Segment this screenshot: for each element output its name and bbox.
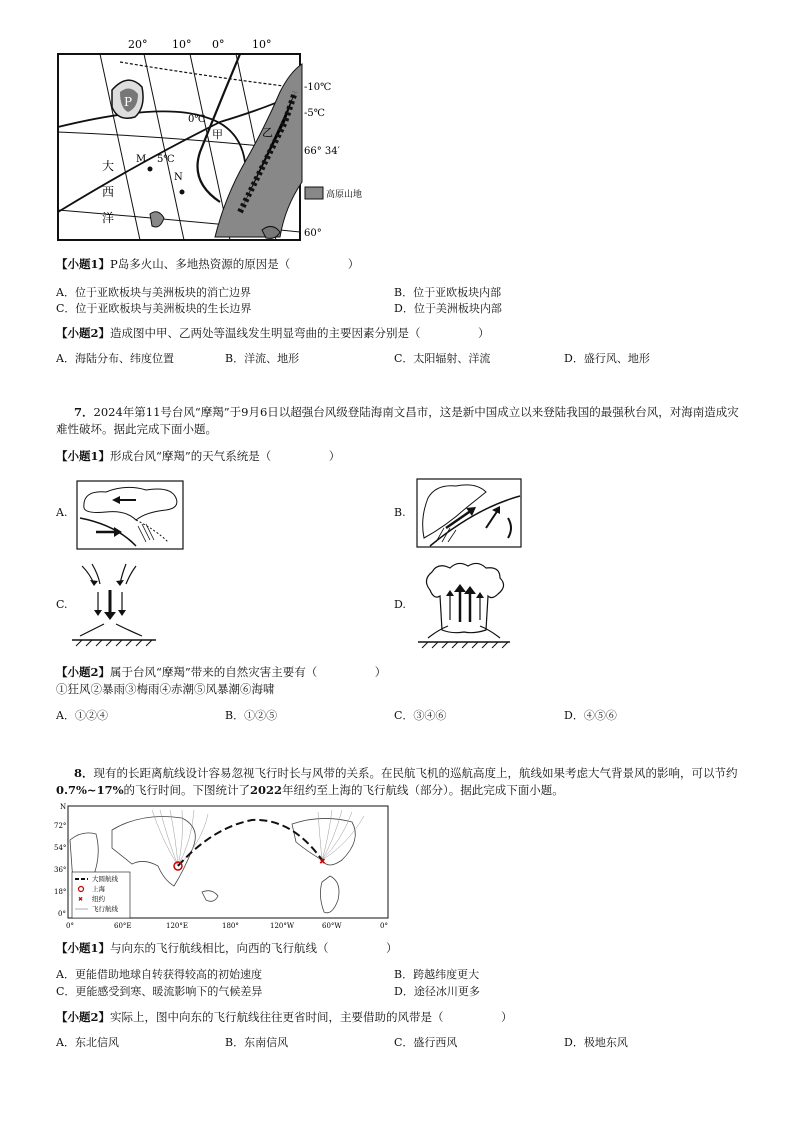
label-xi: 西 <box>102 185 115 199</box>
q6-sub1-stem: 【小题1】P岛多火山、多地热资源的原因是（ ） <box>56 257 360 271</box>
descending-air-diagram[interactable] <box>70 560 160 654</box>
flight-route-map-svg <box>52 800 397 932</box>
latitude-label: 60° <box>304 228 322 239</box>
q7-sub2-option-d[interactable]: D．④⑤⑥ <box>564 709 617 722</box>
legend-highland: 高原山地 <box>326 190 363 200</box>
q7-option-c-label[interactable]: C. <box>56 598 68 611</box>
q7-option-a-label[interactable]: A. <box>56 506 68 519</box>
y-label: 18° <box>54 888 67 896</box>
label-jia: 甲 <box>212 128 223 141</box>
legend-newyork: 纽约 <box>92 895 105 903</box>
q6-sub1-option-b[interactable]: B．位于亚欧板块内部 <box>394 286 502 299</box>
q8-sub1-stem: 【小题1】与向东的飞行航线相比，向西的飞行航线（ ） <box>56 941 398 955</box>
longitude-label: 10° <box>172 38 192 51</box>
q6-sub2-stem: 【小题2】造成图中甲、乙两处等温线发生明显弯曲的主要因素分别是（ ） <box>56 326 490 340</box>
y-label: N <box>60 803 67 811</box>
q7-sub2-option-c[interactable]: C．③④⑥ <box>394 709 447 722</box>
q7-stem: 7．2024年第11号台风“摩羯”于9月6日以超强台风级登陆海南文昌市，这是新中国成立以来登陆我国的最强秋台风，对海南造成灾难性破坏。据此完成下面小题。 <box>56 405 739 436</box>
q6-sub2-option-b[interactable]: B．洋流、地形 <box>225 352 300 365</box>
q7-option-b-label[interactable]: B. <box>394 506 406 519</box>
q6-sub1-option-c[interactable]: C．位于亚欧板块与美洲板块的生长边界 <box>56 302 252 315</box>
y-label: 54° <box>54 844 67 852</box>
svg-text:✖: ✖ <box>78 896 84 903</box>
x-label: 120°E <box>166 922 188 930</box>
x-label: 0° <box>380 922 388 930</box>
q6-sub1-option-a[interactable]: A．位于亚欧板块与美洲板块的消亡边界 <box>56 286 251 299</box>
isotherm-label: -5℃ <box>304 108 325 119</box>
q7-sub2-list: ①狂风②暴雨③梅雨④赤潮⑤风暴潮⑥海啸 <box>56 682 275 696</box>
isotherm-map <box>40 32 363 250</box>
x-label: 120°W <box>270 922 295 930</box>
latitude-label: 66° 34′ <box>304 146 340 157</box>
label-p: P <box>124 95 133 109</box>
isotherm-map-svg <box>40 32 363 250</box>
isotherm-label: 0℃ <box>188 114 206 125</box>
label-da: 大 <box>102 159 115 173</box>
x-label: 0° <box>66 922 74 930</box>
longitude-label: 20° <box>128 38 148 51</box>
x-label: 60°E <box>114 922 132 930</box>
label-m: M <box>136 154 147 165</box>
longitude-label: 0° <box>212 38 225 51</box>
q7-sub2-option-b[interactable]: B．①②⑤ <box>225 709 278 722</box>
q8-sub1-option-d[interactable]: D．途径冰川更多 <box>394 985 480 998</box>
q7-sub2-stem: 【小题2】属于台风“摩羯”带来的自然灾害主要有（ ） <box>56 665 387 679</box>
q7-sub2-option-a[interactable]: A．①②④ <box>56 709 108 722</box>
y-label: 72° <box>54 822 67 830</box>
svg-text:✖: ✖ <box>319 857 326 866</box>
q8-sub2-option-c[interactable]: C．盛行西风 <box>394 1036 458 1049</box>
q8-sub2-option-a[interactable]: A．东北信风 <box>56 1036 119 1049</box>
q8-sub1-option-b[interactable]: B．跨越纬度更大 <box>394 968 480 981</box>
isotherm-label: -10℃ <box>304 82 332 93</box>
longitude-label: 10° <box>252 38 272 51</box>
q8-sub2-option-d[interactable]: D．极地东风 <box>564 1036 628 1049</box>
q8-sub1-option-a[interactable]: A．更能借助地球自转获得较高的初始速度 <box>56 968 262 981</box>
legend-flight-route: 飞行航线 <box>92 905 118 913</box>
label-n: N <box>174 172 183 183</box>
legend-great-circle: 大圆航线 <box>92 875 118 883</box>
q7-option-d-label[interactable]: D. <box>394 598 406 611</box>
q6-sub2-option-a[interactable]: A．海陆分布、纬度位置 <box>56 352 174 365</box>
y-label: 36° <box>54 866 67 874</box>
q8-sub2-stem: 【小题2】实际上，图中向东的飞行航线往往更省时间，主要借助的风带是（ ） <box>56 1010 513 1024</box>
x-label: 60°W <box>322 922 342 930</box>
legend-shanghai: 上海 <box>92 885 105 893</box>
label-yang: 洋 <box>102 211 115 225</box>
ascending-air-diagram[interactable] <box>414 560 514 656</box>
q8-sub2-option-b[interactable]: B．东南信风 <box>225 1036 289 1049</box>
warm-front-diagram[interactable] <box>416 478 522 552</box>
q7-sub1-stem: 【小题1】形成台风“摩羯”的天气系统是（ ） <box>56 449 341 463</box>
x-label: 180° <box>222 922 239 930</box>
q8-sub1-option-c[interactable]: C．更能感受到寒、暖流影响下的气候差异 <box>56 985 263 998</box>
q6-sub2-option-d[interactable]: D．盛行风、地形 <box>564 352 650 365</box>
cold-front-diagram[interactable] <box>76 480 184 554</box>
y-label: 0° <box>58 910 66 918</box>
isotherm-label: 5℃ <box>157 154 175 165</box>
label-yi: 乙 <box>262 126 273 139</box>
flight-route-map <box>52 800 397 936</box>
q6-sub1-option-d[interactable]: D．位于美洲板块内部 <box>394 302 502 315</box>
q8-stem: 8．现有的长距离航线设计容易忽视飞行时长与风带的关系。在民航飞机的巡航高度上，航线如果考虑大气背景风的影响，可以节约0.7%~17%的飞行时间。下图统计了2022年纽约至上海的飞行航线（部分）。据此完成下面小题。 <box>56 766 738 797</box>
q6-sub2-option-c[interactable]: C．太阳辐射、洋流 <box>394 352 491 365</box>
